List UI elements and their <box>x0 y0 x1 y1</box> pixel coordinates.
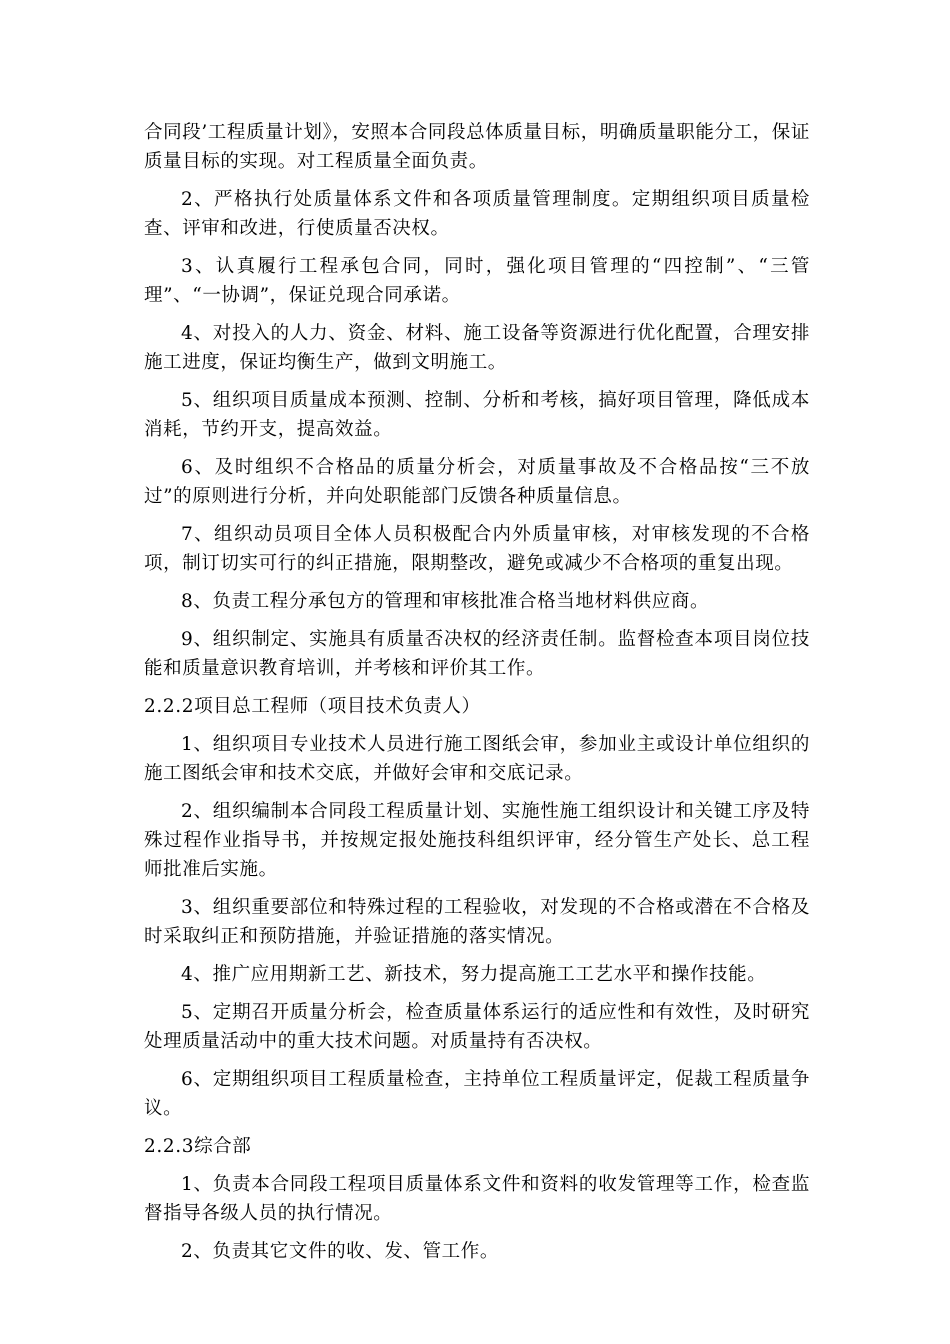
paragraph: 7、组织动员项目全体人员积极配合内外质量审核，对审核发现的不合格项，制订切实可行的纠正措施，限期整改，避免或减少不合格项的重复出现。 <box>144 524 810 574</box>
paragraph: 3、组织重要部位和特殊过程的工程验收，对发现的不合格或潜在不合格及时采取纠正和预防措施，并验证措施的落实情况。 <box>144 897 810 947</box>
paragraph: 1、组织项目专业技术人员进行施工图纸会审，参加业主或设计单位组织的施工图纸会审和技术交底，并做好会审和交底记录。 <box>144 734 810 784</box>
paragraph: 5、定期召开质量分析会，检查质量体系运行的适应性和有效性，及时研究处理质量活动中的重大技术问题。对质量持有否决权。 <box>144 1002 810 1052</box>
paragraph: 1、负责本合同段工程项目质量体系文件和资料的收发管理等工作，检查监督指导各级人员的执行情况。 <box>144 1174 810 1224</box>
paragraph: 9、组织制定、实施具有质量否决权的经济责任制。监督检查本项目岗位技能和质量意识教育培训，并考核和评价其工作。 <box>144 629 810 679</box>
paragraph: 合同段’工程质量计划》，安照本合同段总体质量目标，明确质量职能分工，保证质量目标的实现。对工程质量全面负责。 <box>144 122 810 172</box>
paragraph: 5、组织项目质量成本预测、控制、分析和考核，搞好项目管理，降低成本消耗，节约开支，提高效益。 <box>144 390 810 440</box>
section-heading: 2.2.3综合部 <box>144 1136 252 1157</box>
paragraph: 6、及时组织不合格品的质量分析会，对质量事故及不合格品按“三不放过”的原则进行分析，并向处职能部门反馈各种质量信息。 <box>144 457 810 507</box>
paragraph: 4、推广应用期新工艺、新技术，努力提高施工工艺水平和操作技能。 <box>181 964 767 985</box>
paragraph: 8、负责工程分承包方的管理和审核批准合格当地材料供应商。 <box>181 591 710 612</box>
paragraph: 3、认真履行工程承包合同，同时，强化项目管理的“四控制”、“三管理”、“一协调”，保证兑现合同承诺。 <box>144 256 810 306</box>
paragraph: 6、定期组织项目工程质量检查，主持单位工程质量评定，促裁工程质量争议。 <box>144 1069 810 1119</box>
paragraph: 2、负责其它文件的收、发、管工作。 <box>181 1241 499 1262</box>
section-heading: 2.2.2项目总工程师（项目技术负责人） <box>144 696 481 717</box>
paragraph: 2、组织编制本合同段工程质量计划、实施性施工组织设计和关键工序及特殊过程作业指导书，并按规定报处施技科组织评审，经分管生产处长、总工程师批准后实施。 <box>144 801 810 880</box>
paragraph: 4、对投入的人力、资金、材料、施工设备等资源进行优化配置，合理安排施工进度，保证均衡生产，做到文明施工。 <box>144 323 810 373</box>
document-body <box>144 118 810 1275</box>
paragraph: 2、严格执行处质量体系文件和各项质量管理制度。定期组织项目质量检查、评审和改进，行使质量否决权。 <box>144 189 810 239</box>
